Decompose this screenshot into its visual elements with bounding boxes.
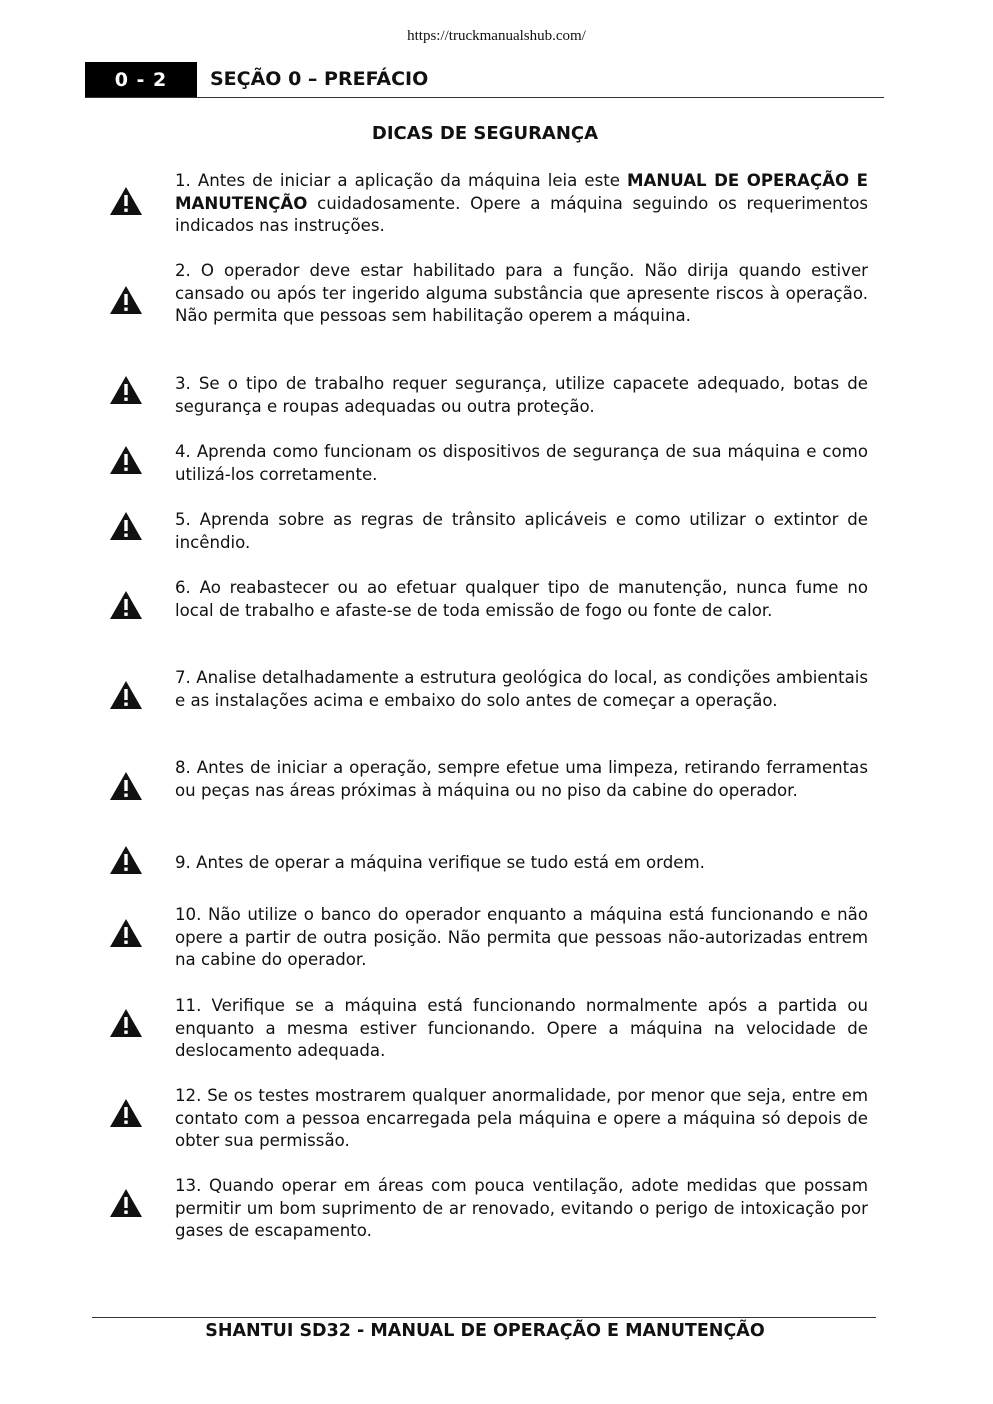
safety-tip-4: 4. Aprenda como funcionam os dispositivos de segurança de sua máquina e como utilizá-los corretamente.	[175, 442, 868, 484]
safety-tip-5: 5. Aprenda sobre as regras de trânsito aplicáveis e como utilizar o extintor de incêndio.	[175, 510, 868, 552]
warning-triangle-icon	[109, 1098, 143, 1128]
page-title: DICAS DE SEGURANÇA	[371, 123, 599, 144]
warning-triangle-icon	[109, 1188, 143, 1218]
safety-tip-3: 3. Se o tipo de trabalho requer segurança, utilize capacete adequado, botas de segurança e roupas adequadas ou outra proteção.	[175, 374, 868, 416]
tip-1-manual-name: MANUAL DE OPERAÇÃO E MANUTENÇÃO	[175, 171, 869, 213]
warning-triangle-icon	[109, 771, 143, 801]
header-divider	[85, 97, 884, 98]
warning-triangle-icon	[109, 1008, 143, 1038]
safety-tip-10: 10. Não utilize o banco do operador enquanto a máquina está funcionando e não opere a partir de outra posição. Não permita que pessoas não-autorizadas entrem na cabine do operador.	[175, 905, 868, 969]
warning-triangle-icon	[109, 445, 143, 475]
tip-1-text-start: 1. Antes de iniciar a aplicação da máquina leia este	[175, 171, 627, 190]
warning-triangle-icon	[109, 511, 143, 541]
page-number: 0 - 2	[85, 62, 197, 98]
safety-tip-9: 9. Antes de operar a máquina verifique se tudo está em ordem.	[175, 853, 705, 872]
section-title: SEÇÃO 0 – PREFÁCIO	[210, 68, 429, 90]
safety-tip-13: 13. Quando operar em áreas com pouca ventilação, adote medidas que possam permitir um bom suprimento de ar renovado, evitando o perigo de intoxicação por gases de escapamento.	[175, 1176, 868, 1240]
warning-triangle-icon	[109, 918, 143, 948]
safety-tip-7: 7. Analise detalhadamente a estrutura geológica do local, as condições ambientais e as instalações acima e embaixo do solo antes de começar a operação.	[175, 668, 868, 710]
safety-tip-12: 12. Se os testes mostrarem qualquer anormalidade, por menor que seja, entre em contato com a pessoa encarregada pela máquina e opere a máquina só depois de obter sua permissão.	[175, 1086, 868, 1150]
page-url: https://truckmanualshub.com/	[407, 28, 586, 44]
warning-triangle-icon	[109, 590, 143, 620]
warning-triangle-icon	[109, 375, 143, 405]
footer-divider	[92, 1317, 876, 1318]
warning-triangle-icon	[109, 285, 143, 315]
safety-tip-1	[175, 170, 868, 238]
tip-1-text-end: cuidadosamente. Opere a máquina seguindo os requerimentos indicados nas instruções.	[175, 193, 868, 235]
warning-triangle-icon	[109, 680, 143, 710]
warning-triangle-icon	[109, 845, 143, 875]
safety-tip-2: 2. O operador deve estar habilitado para a função. Não dirija quando estiver cansado ou após ter ingerido alguma substância que apresente riscos à operação. Não permita que pessoas sem habilitação operem a máquina.	[175, 261, 868, 325]
safety-tip-6: 6. Ao reabastecer ou ao efetuar qualquer tipo de manutenção, nunca fume no local de trabalho e afaste-se de toda emissão de fogo ou fonte de calor.	[175, 578, 868, 620]
safety-tip-8: 8. Antes de iniciar a operação, sempre efetue uma limpeza, retirando ferramentas ou peças nas áreas próximas à máquina ou no piso da cabine do operador.	[175, 758, 868, 800]
warning-triangle-icon	[109, 186, 143, 216]
safety-tip-11: 11. Verifique se a máquina está funcionando normalmente após a partida ou enquanto a mesma estiver funcionando. Opere a máquina na velocidade de deslocamento adequada.	[175, 996, 868, 1060]
footer-title: SHANTUI SD32 - MANUAL DE OPERAÇÃO E MANUTENÇÃO	[205, 1321, 765, 1341]
